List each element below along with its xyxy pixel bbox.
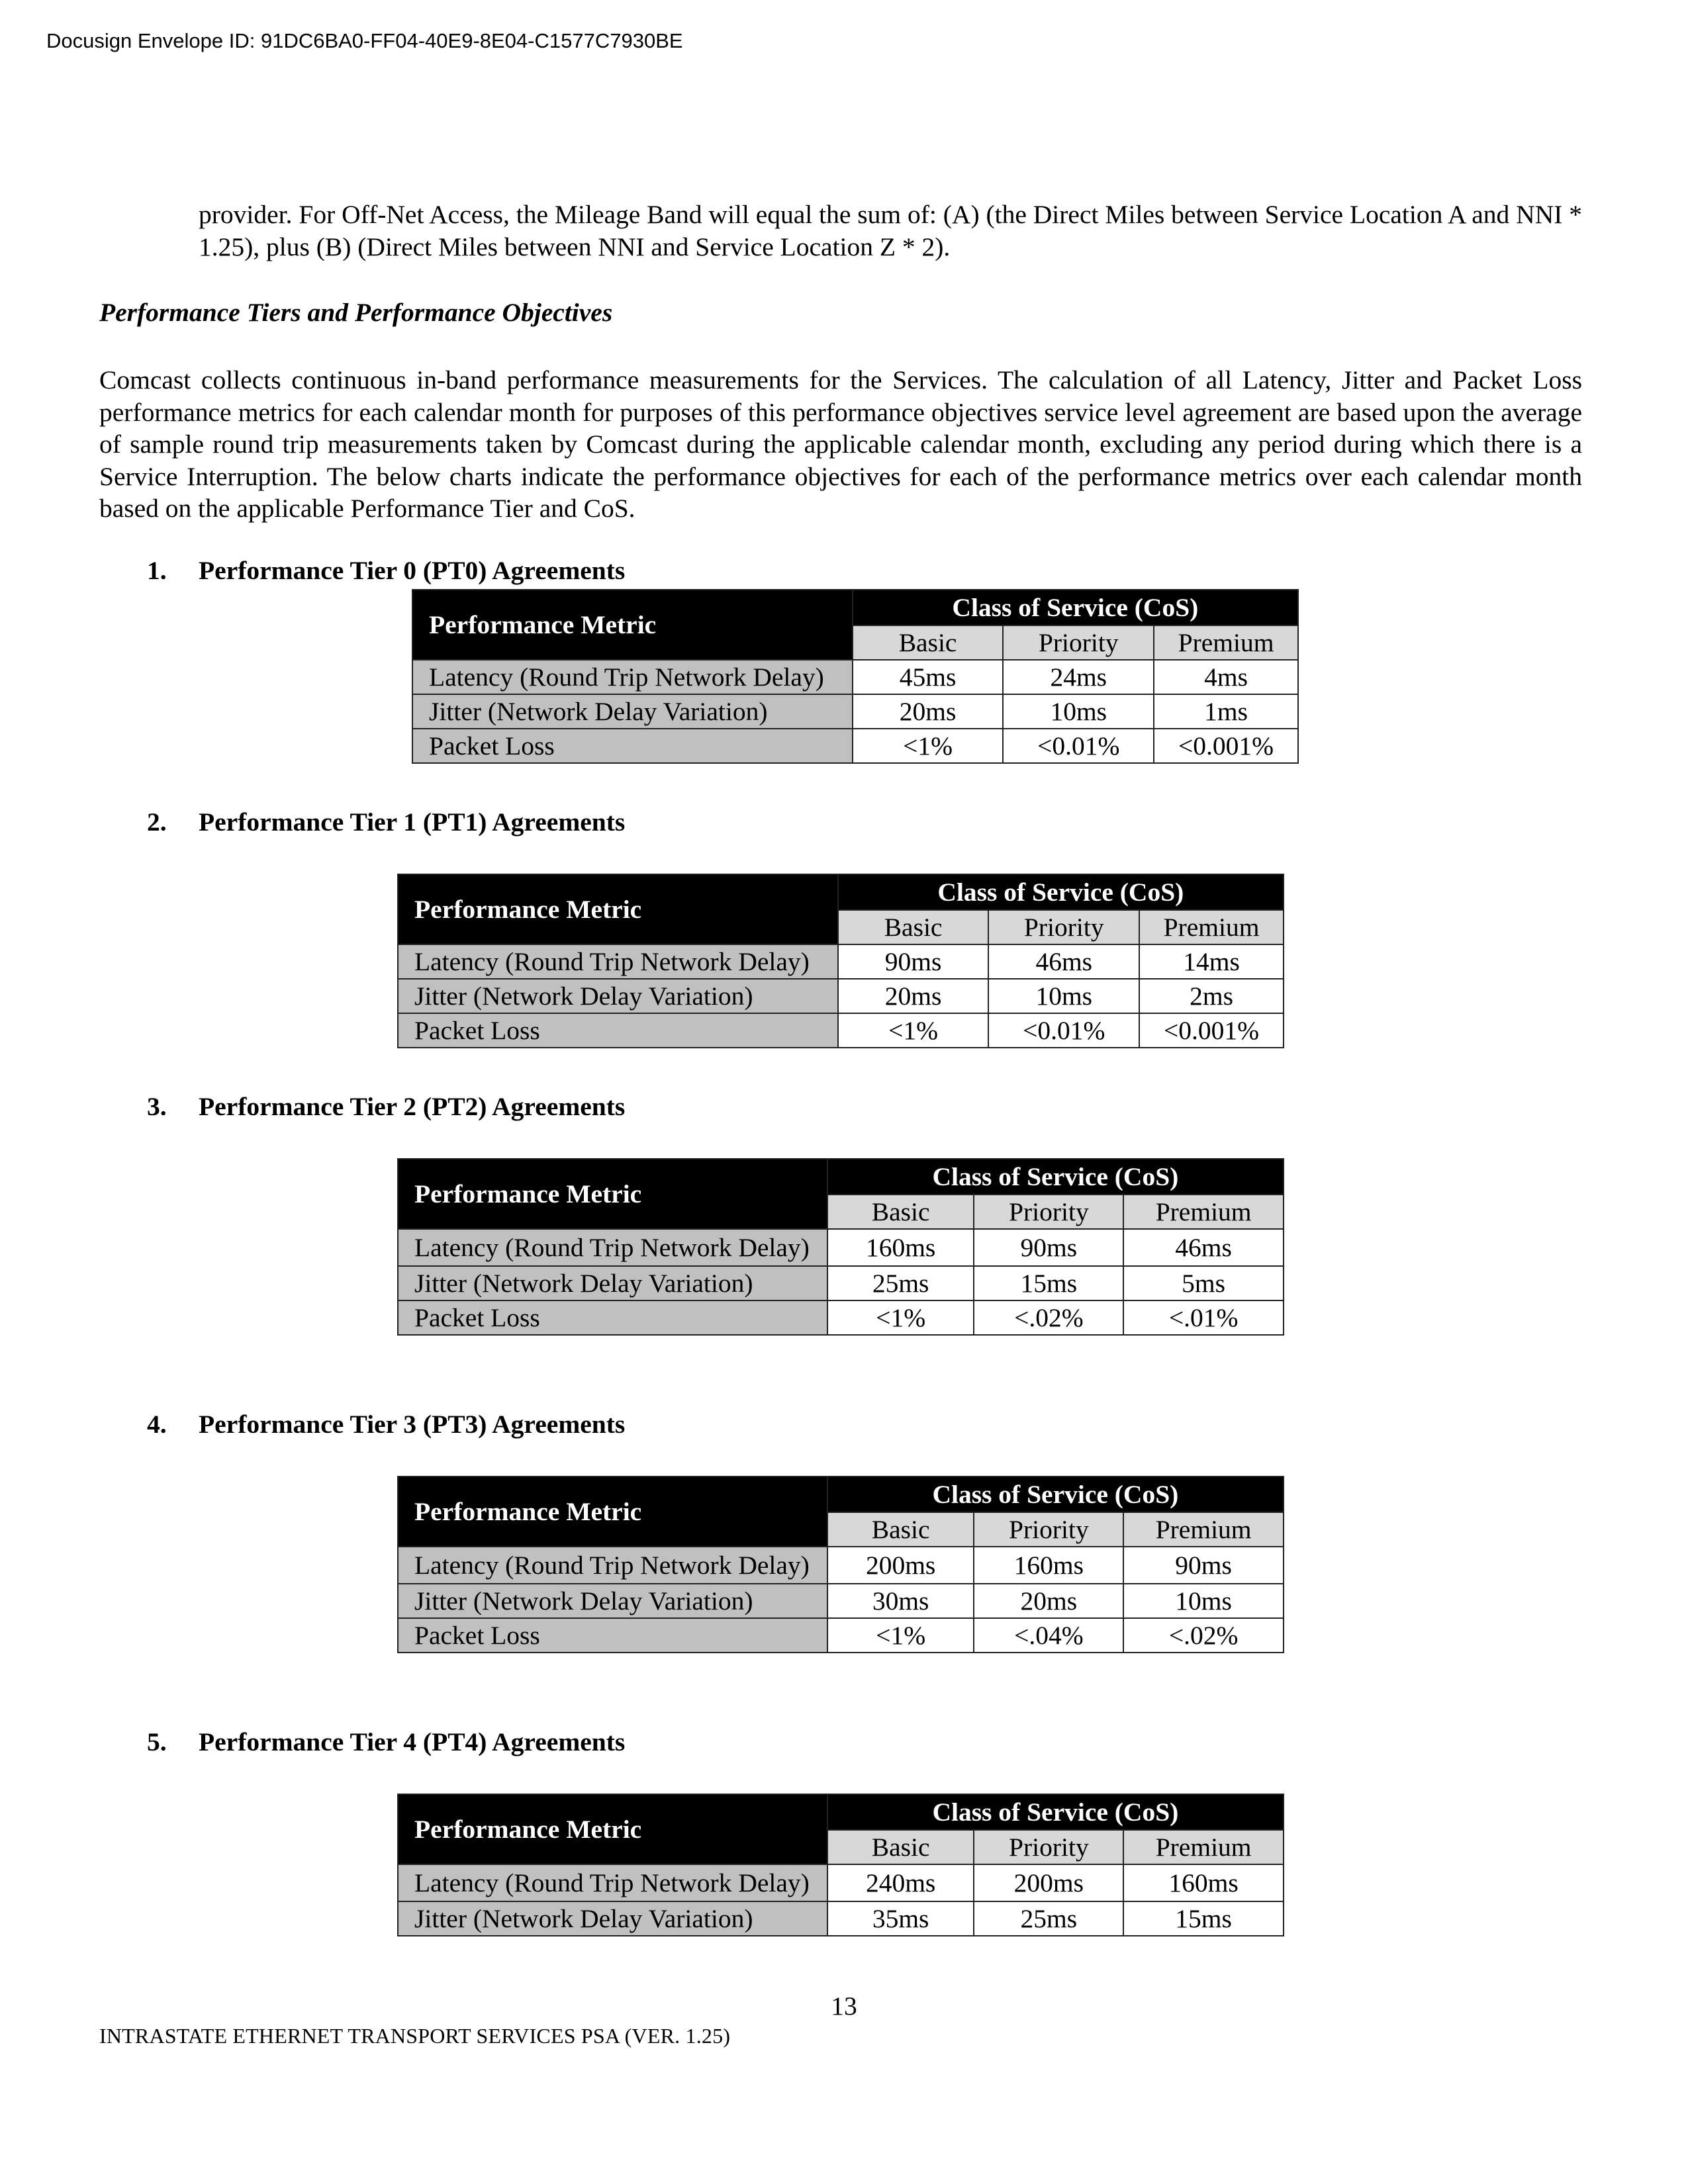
priority-cell: 200ms [974, 1864, 1123, 1901]
basic-column-header: Basic [827, 1195, 974, 1229]
priority-cell: 160ms [974, 1547, 1123, 1584]
basic-cell: 25ms [827, 1266, 974, 1300]
table-header-row [412, 590, 1298, 625]
performance-table [412, 589, 1299, 764]
premium-column-header: Premium [1123, 1512, 1284, 1547]
premium-cell: 90ms [1123, 1547, 1284, 1584]
metric-column-header: Performance Metric [412, 590, 853, 660]
premium-column-header: Premium [1123, 1195, 1284, 1229]
table-header-row [398, 1794, 1284, 1830]
premium-cell: 14ms [1139, 944, 1284, 979]
cos-column-header: Class of Service (CoS) [827, 1477, 1284, 1512]
basic-column-header: Basic [827, 1512, 974, 1547]
basic-column-header: Basic [853, 625, 1004, 660]
table-row [398, 1864, 1284, 1901]
metric-cell: Packet Loss [398, 1618, 827, 1653]
premium-cell: <.02% [1123, 1618, 1284, 1653]
tier-heading [147, 1091, 625, 1122]
basic-cell: 45ms [853, 660, 1004, 694]
tier-number: 2. [147, 807, 167, 837]
priority-cell: 10ms [1003, 694, 1154, 729]
priority-cell: 46ms [988, 944, 1139, 979]
premium-column-header: Premium [1123, 1830, 1284, 1864]
priority-cell: <0.01% [1003, 729, 1154, 763]
tier-number: 1. [147, 556, 167, 585]
premium-cell: 1ms [1154, 694, 1298, 729]
tier-title: Performance Tier 3 (PT3) Agreements [199, 1410, 626, 1439]
priority-cell: 20ms [974, 1584, 1123, 1618]
premium-cell: 10ms [1123, 1584, 1284, 1618]
table-row [398, 1901, 1284, 1936]
premium-cell: 2ms [1139, 979, 1284, 1013]
basic-cell: <1% [838, 1013, 989, 1048]
premium-cell: 46ms [1123, 1229, 1284, 1266]
metric-cell: Latency (Round Trip Network Delay) [398, 944, 838, 979]
basic-cell: 35ms [827, 1901, 974, 1936]
metric-column-header: Performance Metric [398, 1794, 827, 1864]
metric-column-header: Performance Metric [398, 1477, 827, 1547]
premium-cell: 160ms [1123, 1864, 1284, 1901]
table-header-row [398, 1159, 1284, 1195]
performance-table [397, 1476, 1284, 1653]
metric-cell: Jitter (Network Delay Variation) [398, 1901, 827, 1936]
basic-cell: <1% [853, 729, 1004, 763]
priority-cell: 15ms [974, 1266, 1123, 1300]
performance-table [397, 1794, 1284, 1936]
priority-column-header: Priority [974, 1195, 1123, 1229]
basic-cell: 200ms [827, 1547, 974, 1584]
metric-column-header: Performance Metric [398, 874, 838, 944]
metric-cell: Packet Loss [398, 1300, 827, 1335]
tier-title: Performance Tier 1 (PT1) Agreements [199, 807, 626, 837]
priority-column-header: Priority [974, 1512, 1123, 1547]
performance-table [397, 874, 1284, 1048]
section-heading: Performance Tiers and Performance Objectives [99, 298, 613, 327]
tier-title: Performance Tier 0 (PT0) Agreements [199, 556, 626, 585]
table-header-row [398, 874, 1284, 910]
table-row [398, 944, 1284, 979]
table-row [398, 1013, 1284, 1048]
metric-cell: Jitter (Network Delay Variation) [398, 1584, 827, 1618]
basic-cell: 240ms [827, 1864, 974, 1901]
table-row [398, 1229, 1284, 1266]
basic-cell: 20ms [838, 979, 989, 1013]
table-row [398, 1300, 1284, 1335]
table-row [412, 729, 1298, 763]
basic-cell: 20ms [853, 694, 1004, 729]
cos-column-header: Class of Service (CoS) [853, 590, 1298, 625]
priority-cell: <.04% [974, 1618, 1123, 1653]
performance-table [397, 1158, 1284, 1336]
table-row [412, 660, 1298, 694]
tier-number: 5. [147, 1727, 167, 1756]
priority-column-header: Priority [1003, 625, 1154, 660]
premium-cell: 4ms [1154, 660, 1298, 694]
priority-column-header: Priority [974, 1830, 1123, 1864]
intro-body: Comcast collects continuous in-band performance measurements for the Services. The calculation of all Latency, Jitter and Packet Loss performance metrics for each calendar month for purposes of this performance objectives service level agreement are based upon the average of sample round trip measurements taken by Comcast during the applicable calendar month, excluding any period during which there is a Service Interruption. The below charts indicate the performance objectives for each of the performance metrics over each calendar month based on the applicable Performance Tier and CoS. [99, 365, 1582, 523]
table-row [398, 1584, 1284, 1618]
tier-heading [147, 1408, 625, 1440]
premium-column-header: Premium [1154, 625, 1298, 660]
table-row [412, 694, 1298, 729]
tier-number: 4. [147, 1410, 167, 1439]
basic-column-header: Basic [838, 910, 989, 944]
premium-cell: 5ms [1123, 1266, 1284, 1300]
basic-cell: <1% [827, 1618, 974, 1653]
cos-column-header: Class of Service (CoS) [827, 1159, 1284, 1195]
priority-column-header: Priority [988, 910, 1139, 944]
premium-cell: <0.001% [1139, 1013, 1284, 1048]
priority-cell: <.02% [974, 1300, 1123, 1335]
tier-heading [147, 1726, 625, 1758]
metric-cell: Latency (Round Trip Network Delay) [398, 1547, 827, 1584]
tier-heading [147, 555, 625, 586]
priority-cell: 10ms [988, 979, 1139, 1013]
table-row [398, 1547, 1284, 1584]
table-row [398, 979, 1284, 1013]
premium-cell: <.01% [1123, 1300, 1284, 1335]
metric-cell: Jitter (Network Delay Variation) [398, 1266, 827, 1300]
intro-continuation: provider. For Off-Net Access, the Mileage Band will equal the sum of: (A) (the Direct Miles between Service Location A and NNI * 1.25), plus (B) (Direct Miles between NNI and Service Location Z * 2). [199, 200, 1583, 261]
page-number: 13 [831, 1991, 857, 2021]
tier-title: Performance Tier 2 (PT2) Agreements [199, 1092, 626, 1121]
priority-cell: 90ms [974, 1229, 1123, 1266]
table-header-row [398, 1477, 1284, 1512]
metric-cell: Packet Loss [398, 1013, 838, 1048]
tier-heading [147, 806, 625, 838]
metric-cell: Latency (Round Trip Network Delay) [398, 1864, 827, 1901]
metric-cell: Latency (Round Trip Network Delay) [412, 660, 853, 694]
priority-cell: 24ms [1003, 660, 1154, 694]
priority-cell: 25ms [974, 1901, 1123, 1936]
table-row [398, 1266, 1284, 1300]
priority-cell: <0.01% [988, 1013, 1139, 1048]
tier-number: 3. [147, 1092, 167, 1121]
cos-column-header: Class of Service (CoS) [827, 1794, 1284, 1830]
basic-cell: 30ms [827, 1584, 974, 1618]
basic-cell: 90ms [838, 944, 989, 979]
metric-cell: Jitter (Network Delay Variation) [412, 694, 853, 729]
metric-cell: Packet Loss [412, 729, 853, 763]
basic-column-header: Basic [827, 1830, 974, 1864]
premium-column-header: Premium [1139, 910, 1284, 944]
metric-cell: Latency (Round Trip Network Delay) [398, 1229, 827, 1266]
table-row [398, 1618, 1284, 1653]
envelope-id: Docusign Envelope ID: 91DC6BA0-FF04-40E9-8E04-C1577C7930BE [46, 29, 683, 52]
tier-title: Performance Tier 4 (PT4) Agreements [199, 1727, 626, 1756]
premium-cell: 15ms [1123, 1901, 1284, 1936]
metric-column-header: Performance Metric [398, 1159, 827, 1229]
footer-document-title: INTRASTATE ETHERNET TRANSPORT SERVICES PSA (VER. 1.25) [99, 2024, 731, 2048]
basic-cell: 160ms [827, 1229, 974, 1266]
cos-column-header: Class of Service (CoS) [838, 874, 1284, 910]
basic-cell: <1% [827, 1300, 974, 1335]
premium-cell: <0.001% [1154, 729, 1298, 763]
metric-cell: Jitter (Network Delay Variation) [398, 979, 838, 1013]
